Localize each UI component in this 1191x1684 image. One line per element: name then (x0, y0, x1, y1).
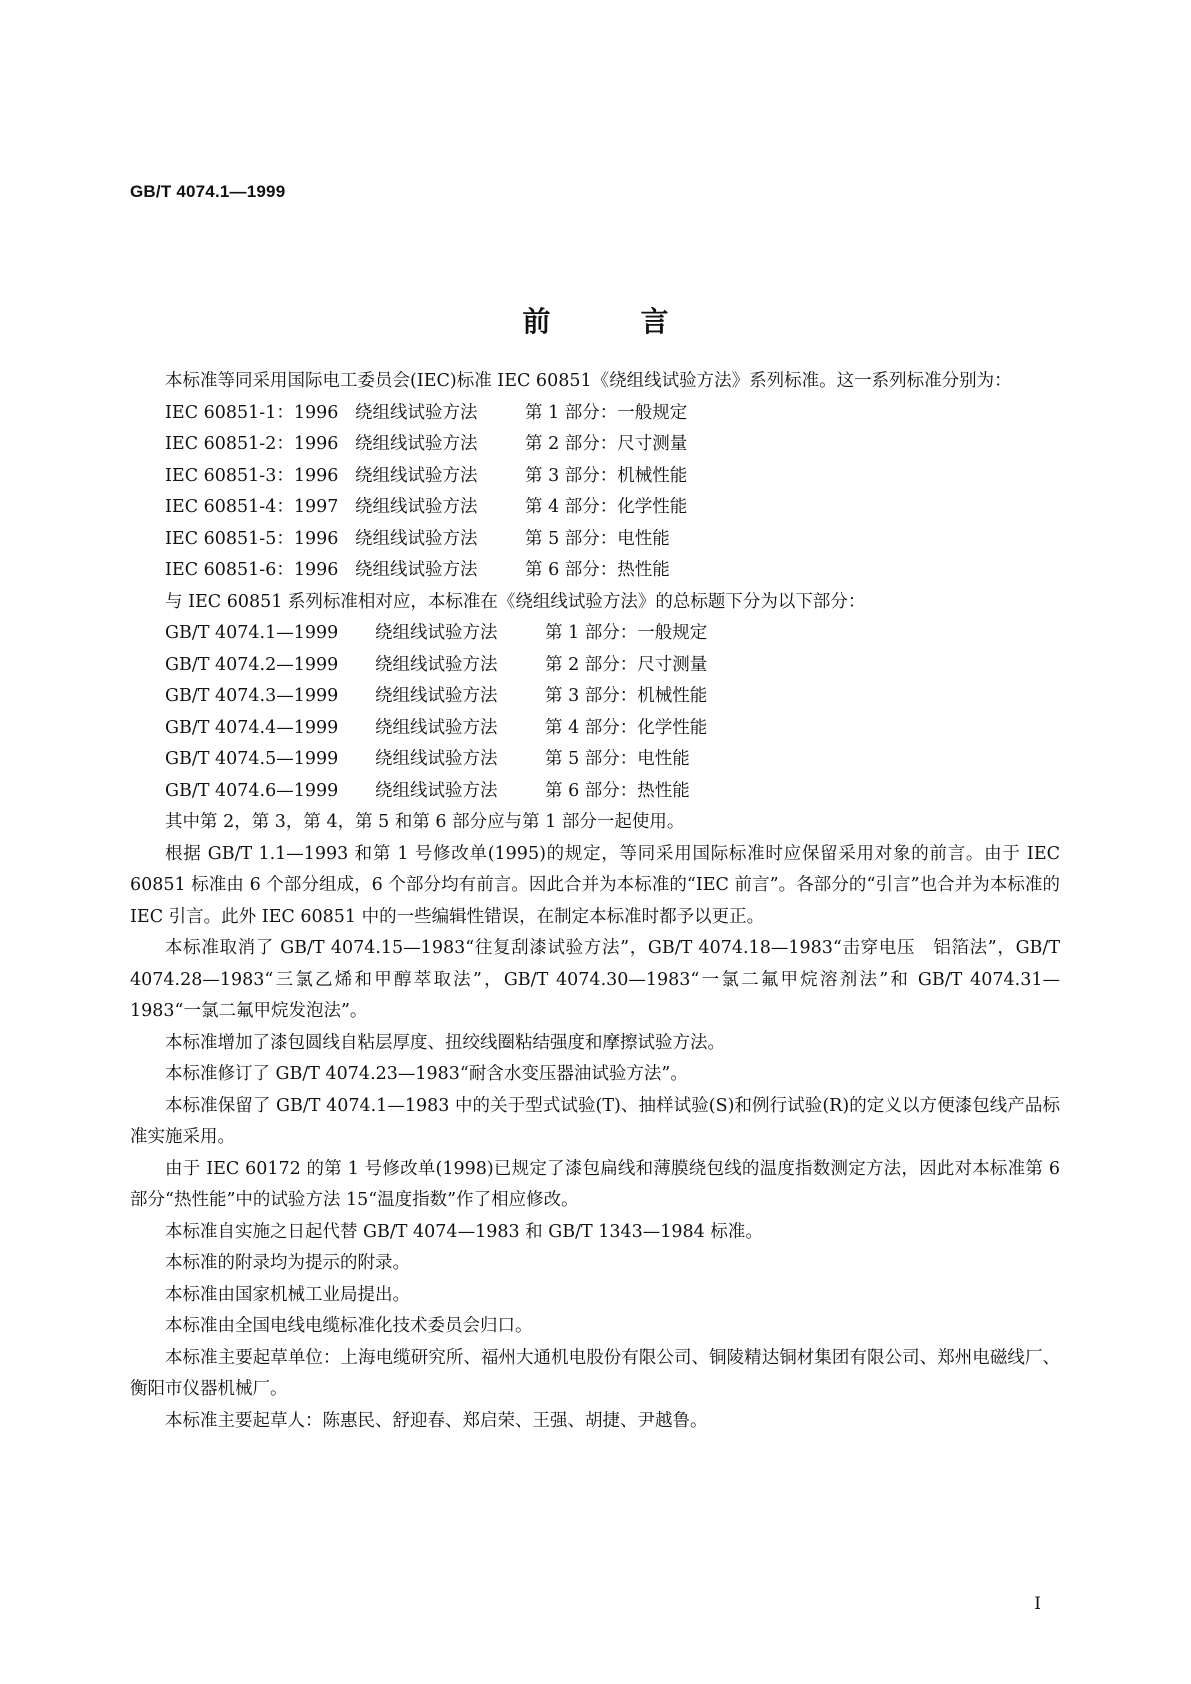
part-code: GB/T 4074.2—1999 (165, 654, 339, 675)
document-body (130, 366, 1060, 1437)
document-code-header: GB/T 4074.1—1999 (130, 182, 286, 201)
part-title: 第 1 部分：一般规定 (525, 402, 688, 423)
paragraph-cancelled: 本标准取消了 GB/T 4074.15—1983“往复刮漆试验方法”，GB/T 4074.18—1983“击穿电压 铝箔法”，GB/T 4074.28—1983“三氯乙烯和甲醇萃取法”，GB/T 4074.30—1983“一氯二氟甲烷溶剂法”和 GB/T 4074.31—1983“一氯二氟甲烷发泡法”。 (130, 938, 1060, 1021)
list-item (130, 776, 1060, 808)
list-item (130, 618, 1060, 650)
paragraph-usage: 其中第 2，第 3，第 4，第 5 和第 6 部分应与第 1 部分一起使用。 (165, 812, 685, 832)
part-title: 第 4 部分：化学性能 (545, 717, 708, 738)
part-code: IEC 60851-3：1996 (165, 465, 339, 486)
page-title (0, 300, 1191, 340)
part-name: 绕组线试验方法 (355, 465, 478, 486)
list-item (130, 681, 1060, 713)
part-title: 第 2 部分：尺寸测量 (545, 654, 708, 675)
part-code: IEC 60851-5：1996 (165, 528, 339, 549)
part-code: IEC 60851-2：1996 (165, 434, 339, 454)
paragraph-centralized: 本标准由全国电线电缆标准化技术委员会归口。 (165, 1316, 533, 1336)
part-code: GB/T 4074.4—1999 (165, 717, 339, 738)
list-item (130, 524, 1060, 556)
part-title: 第 6 部分：热性能 (525, 560, 670, 580)
part-title: 第 5 部分：电性能 (525, 528, 670, 549)
part-code: GB/T 4074.6—1999 (165, 780, 339, 801)
title-char-1: 前 (522, 305, 551, 338)
part-name: 绕组线试验方法 (355, 402, 478, 423)
paragraph-replaces: 本标准自实施之日起代替 GB/T 4074—1983 和 GB/T 1343—1984 标准。 (165, 1221, 763, 1242)
part-name: 绕组线试验方法 (355, 434, 478, 454)
gb-parts-list (130, 618, 1060, 807)
part-code: GB/T 4074.1—1999 (165, 623, 339, 643)
paragraph-annex: 本标准的附录均为提示的附录。 (165, 1253, 410, 1273)
paragraph-drafters: 本标准主要起草人：陈惠民、舒迎春、郑启荣、王强、胡捷、尹越鲁。 (165, 1410, 708, 1431)
iec-parts-list (130, 398, 1060, 587)
list-item (130, 744, 1060, 776)
list-item (130, 650, 1060, 682)
paragraph-thermal: 由于 IEC 60172 的第 1 号修改单(1998)已规定了漆包扁线和薄膜绕包线的温度指数测定方法，因此对本标准第 6 部分“热性能”中的试验方法 15“温度指数”作了相应修改。 (130, 1158, 1060, 1210)
part-name: 绕组线试验方法 (375, 686, 498, 706)
part-code: IEC 60851-4：1997 (165, 497, 339, 517)
title-char-2: 言 (640, 305, 669, 338)
part-code: GB/T 4074.5—1999 (165, 749, 339, 769)
part-title: 第 3 部分：机械性能 (545, 686, 708, 706)
list-item (130, 461, 1060, 493)
paragraph-drafting-units: 本标准主要起草单位：上海电缆研究所、福州大通机电股份有限公司、铜陵精达铜材集团有限公司、郑州电磁线厂、衡阳市仪器机械厂。 (130, 1347, 1060, 1399)
paragraph-basis: 根据 GB/T 1.1—1993 和第 1 号修改单(1995)的规定，等同采用国际标准时应保留采用对象的前言。由于 IEC 60851 标准由 6 个部分组成，6 个部分均有前言。因此合并为本标准的“IEC 前言”。各部分的“引言”也合并为本标准的 IEC 引言。此外 IEC 60851 中的一些编辑性错误，在制定本标准时都予以更正。 (130, 843, 1060, 927)
part-name: 绕组线试验方法 (375, 780, 498, 801)
paragraph-proposed: 本标准由国家机械工业局提出。 (165, 1284, 410, 1305)
list-item (130, 429, 1060, 461)
part-name: 绕组线试验方法 (355, 560, 478, 580)
part-title: 第 3 部分：机械性能 (525, 465, 688, 486)
part-title: 第 5 部分：电性能 (545, 749, 690, 769)
part-name: 绕组线试验方法 (355, 528, 478, 549)
part-name: 绕组线试验方法 (355, 497, 478, 517)
list-item (130, 555, 1060, 587)
part-name: 绕组线试验方法 (375, 654, 498, 675)
part-name: 绕组线试验方法 (375, 749, 498, 769)
paragraph-revised: 本标准修订了 GB/T 4074.23—1983“耐含水变压器油试验方法”。 (165, 1064, 688, 1084)
part-code: GB/T 4074.3—1999 (165, 686, 339, 706)
part-title: 第 6 部分：热性能 (545, 780, 690, 801)
part-title: 第 2 部分：尺寸测量 (525, 434, 688, 454)
part-title: 第 4 部分：化学性能 (525, 497, 688, 517)
part-name: 绕组线试验方法 (375, 623, 498, 643)
part-code: IEC 60851-1：1996 (165, 402, 339, 423)
part-code: IEC 60851-6：1996 (165, 560, 339, 580)
list-item (130, 398, 1060, 430)
part-title: 第 1 部分：一般规定 (545, 623, 708, 643)
paragraph-added: 本标准增加了漆包圆线自粘层厚度、扭绞线圈粘结强度和摩擦试验方法。 (165, 1032, 725, 1053)
part-name: 绕组线试验方法 (375, 717, 498, 738)
intro-paragraph: 本标准等同采用国际电工委员会(IEC)标准 IEC 60851《绕组线试验方法》系列标准。这一系列标准分别为： (165, 371, 1012, 391)
paragraph-retained: 本标准保留了 GB/T 4074.1—1983 中的关于型式试验(T)、抽样试验(S)和例行试验(R)的定义以方便漆包线产品标准实施采用。 (130, 1095, 1060, 1147)
list-item (130, 713, 1060, 745)
corresponding-paragraph: 与 IEC 60851 系列标准相对应，本标准在《绕组线试验方法》的总标题下分为以下部分： (165, 591, 866, 612)
list-item (130, 492, 1060, 524)
page-number: I (1034, 1594, 1041, 1614)
